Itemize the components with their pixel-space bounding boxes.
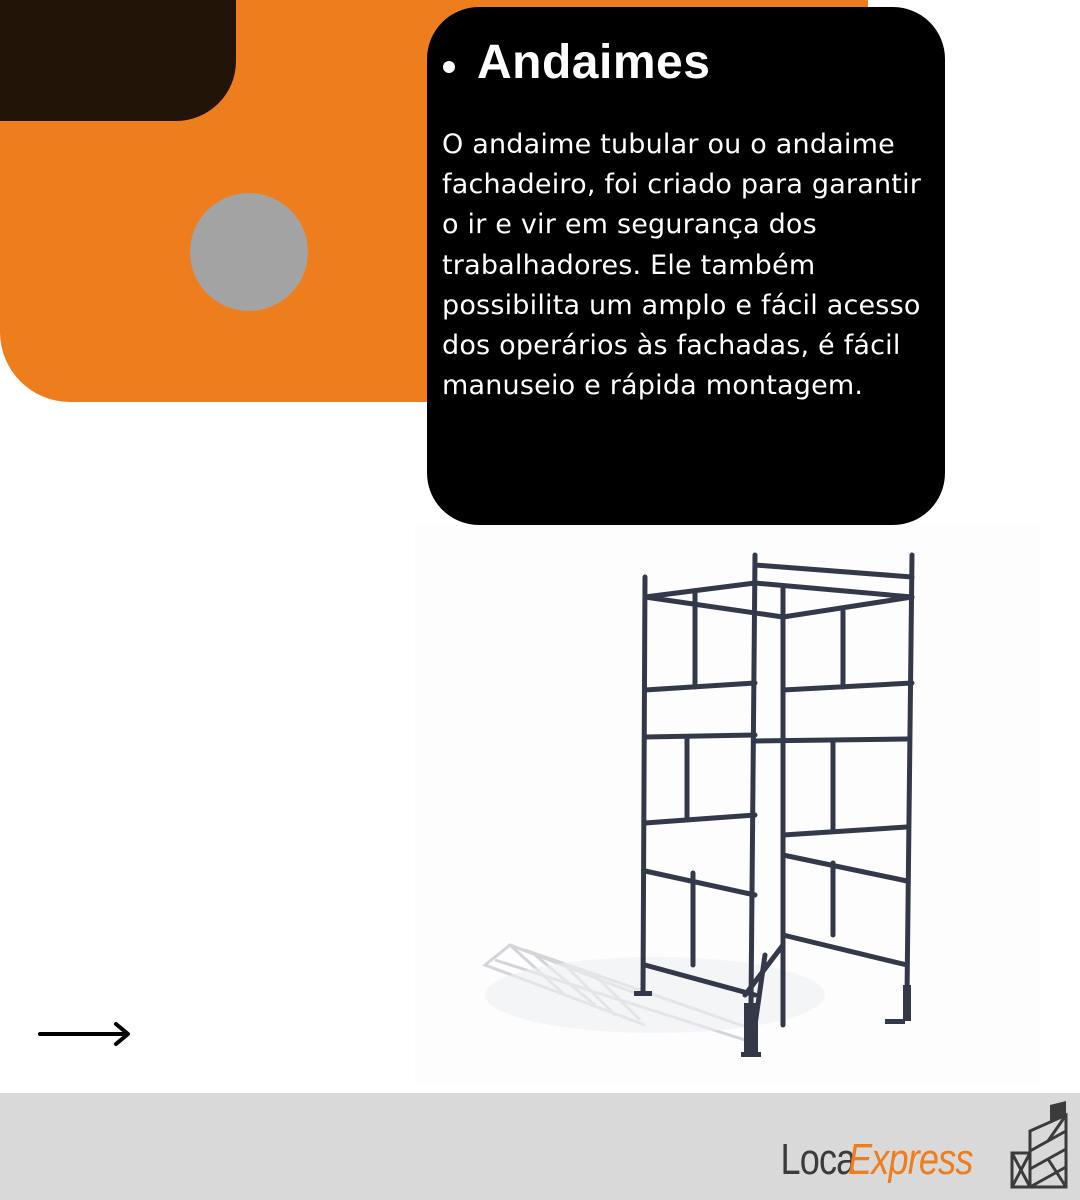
scaffold-frame: [643, 555, 912, 1025]
card-heading: [443, 35, 710, 90]
card-description: O andaime tubular ou o andaime fachadeiro, foi criado para garantir o ir e vir em segurança dos trabalhadores. Ele também possibilita um amplo e fácil acesso dos operários às fachadas, é fácil manuseio e rápida montagem.: [442, 129, 922, 402]
logo-wordmark: [764, 1135, 1000, 1185]
info-card: [427, 7, 945, 525]
brown-corner-block: [0, 0, 236, 121]
card-title: Andaimes: [477, 36, 711, 89]
brand-logo[interactable]: [764, 1101, 1068, 1193]
logo-word-loca: Loca: [780, 1135, 856, 1184]
scaffold-illustration: [415, 525, 1040, 1085]
building-blocks-icon: [1010, 1101, 1068, 1193]
logo-word-express: Express: [848, 1135, 973, 1184]
arrow-right-icon: [38, 1018, 134, 1050]
bullet-icon: [443, 61, 455, 73]
scaffold-image: [415, 525, 1040, 1085]
footer-bar: [0, 1093, 1080, 1200]
grey-circle-decoration: [190, 193, 308, 311]
